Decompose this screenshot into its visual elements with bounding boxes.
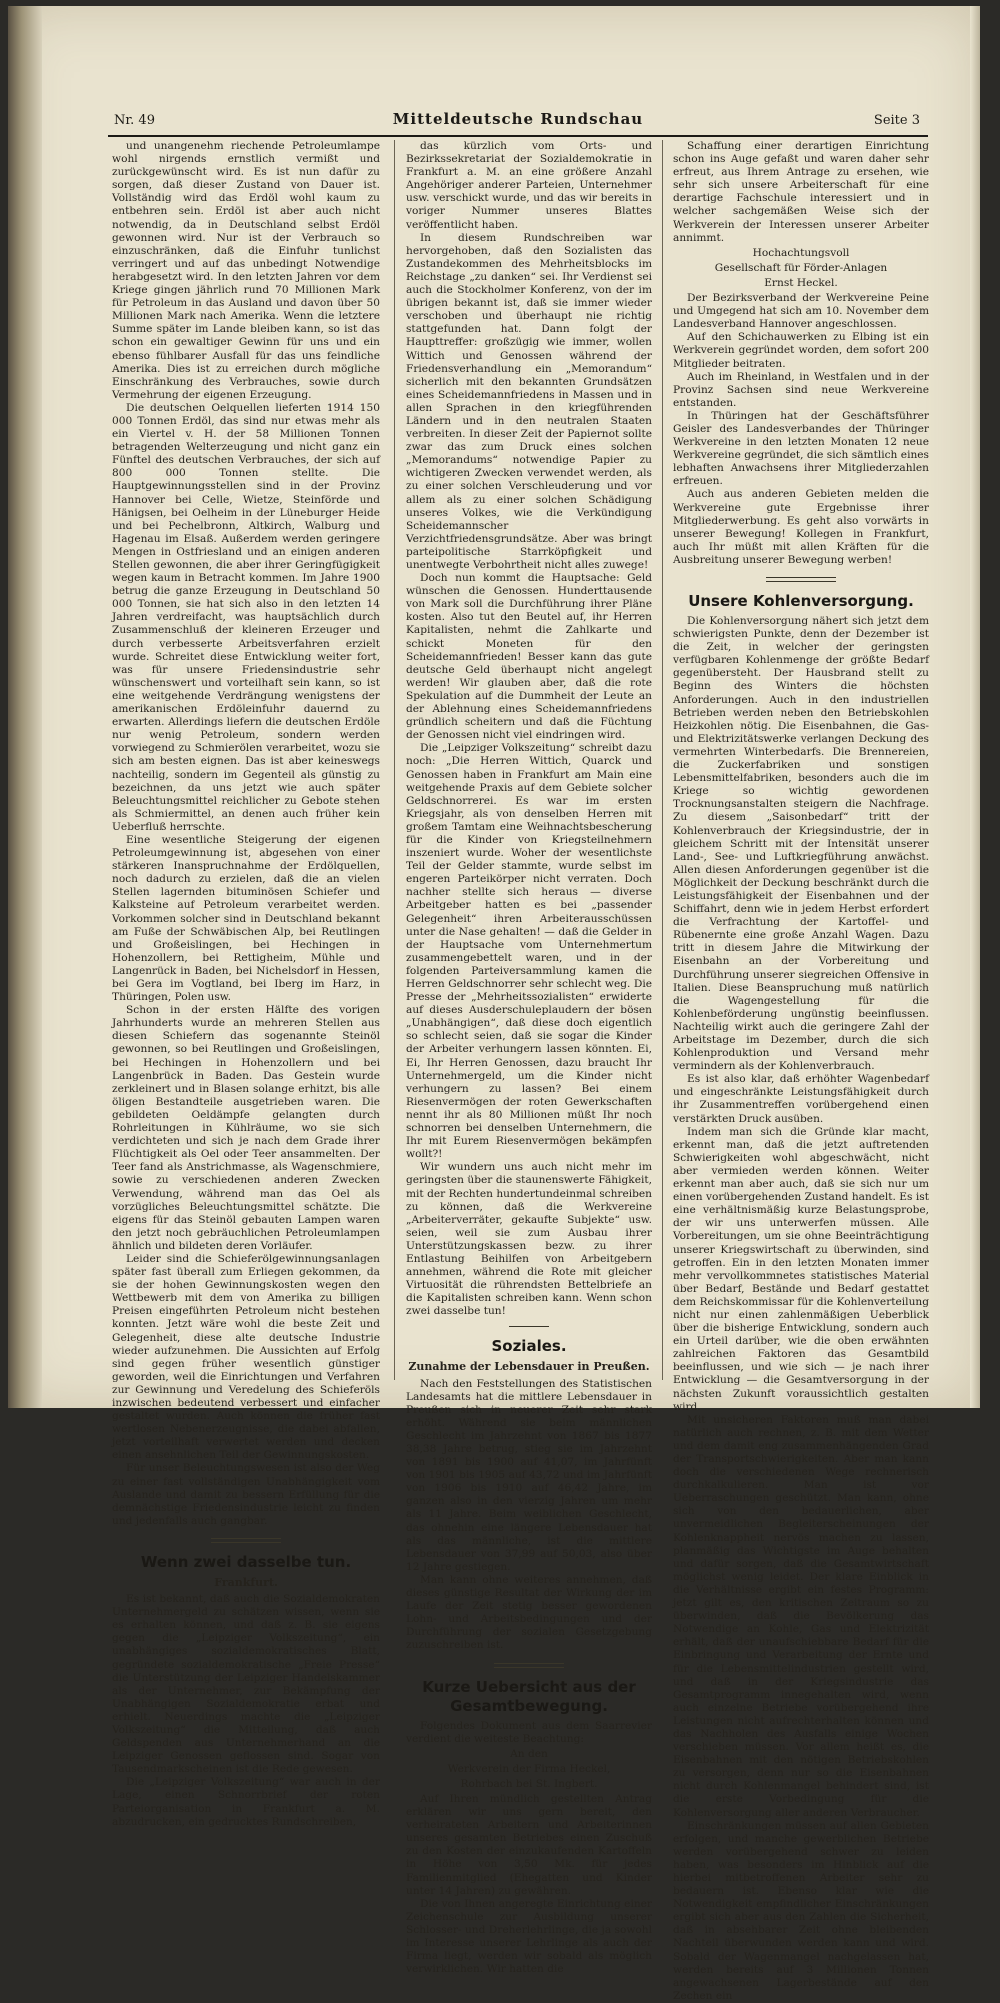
paragraph: In Thüringen hat der Geschäftsführer Geisler des Landesverbandes der Thüringer Werkvereine in den letzten Monaten 12 neue Werkvereine gegründet, die sich sämtlich eines lebhaften Anwachsens ihrer Mitgliederzahlen erfreuen. (673, 409, 929, 488)
article-subheading: Zunahme der Lebensdauer in Preußen. (408, 1360, 650, 1374)
column-2 (406, 140, 652, 1976)
paragraph: Schon in der ersten Hälfte des vorigen Jahrhunderts wurde an mehreren Stellen aus diesen Schiefern das sogenannte Steinöl gewonnen, so bei Reutlingen und Großeislingen, bei Hechingen in Hohenzollern und bei Langenbrück in Baden. Das Gestein wurde zerkleinert und in Blasen solange erhitzt, bis alle öligen Bestandteile ausgetrieben waren. Die gebildeten Oeldämpfe gelangten durch Rohrleitungen in Kühlräume, wo sie sich verdichteten und sich je nach dem Grade ihrer Flüchtigkeit als Oel oder Teer ansammelten. Der Teer fand als Anstrichmasse, als Wagenschmiere, sowie zu verschiedenen anderen Zwecken Verwendung, während man das Oel als vorzügliches Beleuchtungsmittel schätzte. Die eigens für das Steinöl gebauten Lampen waren den jetzt noch gebräuchlichen Petroleumlampen ähnlich und bildeten deren Vorläufer. (112, 1004, 380, 1252)
paragraph: Schaffung einer derartigen Einrichtung schon ins Auge gefaßt und waren daher sehr erfreut, aus Ihrem Antrage zu ersehen, wie sehr sich unsere Arbeiterschaft für eine derartige Fachschule interessiert und in welcher sachgemäßen Weise sich der Werkverein der Interessen unserer Arbeiter annimmt. (673, 140, 929, 244)
paragraph: Indem man sich die Gründe klar macht, erkennt man, daß die jetzt auftretenden Schwierigkeiten wohl abgeschwächt, nicht aber vermieden werden können. Weiter erkennt man aber auch, daß sie sich nur um einen vorübergehenden Zustand handelt. Es ist eine verhältnismäßig kurze Belastungsprobe, der wir uns unterwerfen müssen. Alle Vorbereitungen, um sie ohne Beeinträchtigung unserer Kriegswirtschaft zu überwinden, sind getroffen. Ein in den letzten Monaten immer mehr vervollkommnetes statistisches Material über Bedarf, Bestände und Bedarf gestattet dem Reichskommissar für die Kohlenverteilung nicht nur einen zahlenmäßigen Ueberblick über die bisherige Entwicklung, sondern auch ein Urteil darüber, wie die oben erwähnten zahlreichen Faktoren das Gesamtbild beeinflussen, und wie sich — je nach ihrer Entwicklung — die Gesamtversorgung in der nächsten Zukunft voraussichtlich gestalten wird. (673, 1125, 929, 1413)
paragraph: Nach den Feststellungen des Statistischen Landesamts hat die mittlere Lebensdauer in Preußen sich in neuerer Zeit sehr stark erhöht. Während sie beim männlichen Geschlecht im Jahrzehnt von 1867 bis 1877 38,38 Jahre betrug, stieg sie im Jahrzehnt von 1891 bis 1900 auf 41,07, im Jahrfünft von 1901 bis 1905 auf 43,72 und im Jahrfünft von 1906 bis 1910 auf 46,42 Jahre, im ganzen also in den vierzig Jahren um mehr als 11 Jahre. Beim weiblichen Geschlecht, das ohnehin eine längere Lebensdauer hat als das männliche, ist die mittlere Lebensdauer von 37,99 auf 50,03, also über 12 Jahre gestiegen. (406, 1377, 652, 1573)
paragraph: Die Kohlenversorgung nähert sich jetzt dem schwierigsten Punkte, denn der Dezember ist die Zeit, in welcher der geringsten verfügbaren Kohlenmenge der größte Bedarf gegenübersteht. Der Hausbrand stellt zu Beginn des Winters die höchsten Anforderungen. Auch in den industriellen Betrieben werden neben den Betriebskohlen Heizkohlen nötig. Die Eisenbahnen, die Gas- und Elektrizitätswerke verlangen Deckung des vermehrten Winterbedarfs. Die Brennereien, die Zuckerfabriken und sonstigen Lebensmittelfabriken, besonders auch die im Kriege so wichtig gewordenen Trocknungsanstalten steigern die Nachfrage. Zu diesem „Saisonbedarf“ tritt der Kohlenverbrauch der Kriegsindustrie, der in gleichem Schritt mit der Intensität unserer Land-, See- und Luftkriegführung anwächst. Allen diesen Anforderungen gegenüber ist die Möglichkeit der Deckung beschränkt durch die Leistungsfähigkeit der Eisenbahnen und der Schiffahrt, denn wie in jedem Herbst erfordert die Verfrachtung der Kartoffel- und Rübenernte eine große Anzahl Wagen. Dazu tritt in diesem Jahre die Mitwirkung der Eisenbahn an der Vorbereitung und Durchführung unserer siegreichen Offensive in Italien. Diese Beanspruchung muß natürlich die Wagengestellung für die Kohlenbeförderung ungünstig beeinflussen. Nachteilig wirkt auch die geringere Zahl der Arbeitstage im Dezember, durch die sich Kohlenproduktion und Versand mehr vermindern als der Kohlenverbrauch. (673, 615, 929, 1073)
letter-signature: Ernst Heckel. (764, 276, 838, 289)
column-3 (673, 140, 929, 2002)
section-divider (494, 1663, 564, 1668)
column-rule (662, 140, 663, 1380)
paragraph: Man kann ohne weiteres annehmen, daß dieses günstige Resultat der Wirkung der im Laufe der Zeit stetig besser gewordenen Lohn- und Arbeitsbedingungen und der Durchführung der sozialen Gesetzgebung zuzuschreiben ist. (406, 1573, 652, 1652)
paragraph: Auf Ihren mündlich gestellten Antrag erklären wir uns gern bereit, den verheirateten Arbeitern und Arbeiterinnen unseres gesamten Betriebes einen Zuschuß zu den Kosten der einzukaufenden Kartoffeln in Höhe von 3,50 Mk. für jedes Familienmitglied (Ehegatten und Kinder unter 14 Jahren) zu gewähren. (406, 1792, 652, 1897)
article-heading: Unsere Kohlenversorgung. (688, 592, 914, 610)
paragraph: In diesem Rundschreiben war hervorgehoben, daß den Sozialisten das Zustandekommen des Mehrheitsblocks im Reichstage „zu danken“ sei. Ihr Verdienst sei auch die Stockholmer Konferenz, von der im übrigen bekannt ist, daß sie immer wieder verschoben und überhaupt nie richtig stattgefunden hat. Dann folgt der Haupttreffer: großzügig wie immer, wollen Wittich und Genossen während der Friedensverhandlung ein „Memorandum“ sicherlich mit den bekannten Grundsätzen eines Scheidemannfriedens in Massen und in allen Sprachen in den kriegführenden Ländern und in den neutralen Staaten verbreiten. In dieser Zeit der Papiernot sollte zwar das zum Druck eines solchen „Memorandums“ notwendige Papier zu wichtigeren Zwecken verwendet werden, als zu einer solchen Verschleuderung und vor allem als zu einer solchen Schädigung unseres Volkes, wie die Verkündigung Scheidemannscher Verzichtfriedensgrundsätze. Aber was bringt parteipolitische Starrköpfigkeit und unentwegte Verbohrtheit nicht alles zuwege! (406, 231, 652, 571)
binding-spine (8, 6, 42, 1408)
paragraph: Die „Leipziger Volkszeitung“ schreibt dazu noch: „Die Herren Wittich, Quarck und Genossen haben in Frankfurt am Main eine weitgehende Praxis auf dem Gebiete solcher Geldschnorrerei. Es war im ersten Kriegsjahr, als von denselben Herren mit großem Tamtam eine Weihnachtsbescherung für die Kinder von Kriegsteilnehmern inszeniert wurde. Woher der wesentlichste Teil der Gelder stammte, wurde selbst im engeren Parteikörper nicht verraten. Doch nachher stellte sich heraus — diverse Arbeitgeber hatten es bei „passender Gelegenheit“ ihren Arbeiterausschüssen unter die Nase gehalten! — daß die Gelder in der Hauptsache vom Unternehmertum zusammengebettelt waren, und in der folgenden Parteiversammlung kamen die Herren Geldschnorrer sehr schlecht weg. Die Presse der „Mehrheitssozialisten“ erwiderte auf dieses Ausderschuleplaudern der bösen „Unabhängigen“, daß diese doch eigentlich so schlecht seien, daß sie sogar die Kinder der Arbeiter verhungern lassen könnten. Ei, Ei, Ihr Herren Genossen, dazu braucht Ihr Unternehmergeld, um die Kinder nicht verhungern zu lassen? Bei einem Riesenvermögen der roten Gewerkschaften nennt ihr als 80 Millionen müßt Ihr noch schnorren bei denselben Unternehmern, die Ihr mit Eurem Riesenvermögen bekämpfen wollt?! (406, 742, 652, 1161)
paragraph: Die von Ihnen angeregte Einrichtung einer Zeichenschule zur Ausbildung unserer Schlosser- und Dreherlehrlinge, die ja sowohl im Interesse unserer Lehrlinge als auch der Firma liegt, werden wir sobald als möglich verwirklichen. Wir hatten die (406, 1897, 652, 1976)
paragraph: Der Bezirksverband der Werkvereine Peine und Umgegend hat sich am 10. November dem Landesverband Hannover angeschlossen. (673, 292, 929, 331)
paragraph: Auch im Rheinland, in Westfalen und in der Provinz Sachsen sind neue Werkvereine entstanden. (673, 370, 929, 409)
paragraph: Wir wundern uns auch nicht mehr im geringsten über die staunenswerte Fähigkeit, mit der Rechten hundertundeinmal schreiben zu können, daß die Werkvereine „Arbeiterverräter, gekaufte Subjekte“ usw. seien, weil sie zum Ausbau ihrer Unterstützungskassen bezw. zu ihrer Entlastung Beihilfen von Arbeitgebern annehmen, während die Rote mit gleicher Virtuosität die rührendsten Bettelbriefe an die Kapitalisten schreiben kann. Wenn schon zwei dasselbe tun! (406, 1161, 652, 1318)
column-rule (394, 140, 395, 1380)
paragraph: Folgendes Dokument aus dem Saarrevier verdient die weiteste Beachtung: (406, 1719, 652, 1745)
article-heading: Wenn zwei dasselbe tun. (140, 1552, 352, 1571)
paragraph: Die deutschen Oelquellen lieferten 1914 150 000 Tonnen Erdöl, das sind nur etwas mehr als ein Viertel v. H. der 58 Millionen Tonnen betragenden Welterzeugung und nicht ganz ein Fünftel des deutschen Verbrauches, der sich auf 800 000 Tonnen stellte. Die Hauptgewinnungsstellen sind in der Provinz Hannover bei Celle, Wietze, Steinförde und Hänigsen, bei Oelheim in der Lüneburger Heide und bei Pechelbronn, Altkirch, Walburg und Hagenau im Elsaß. Außerdem werden geringere Mengen in Ostfriesland und an einigen anderen Stellen gewonnen, die aber ihrer Geringfügigkeit wegen kaum in Betracht kommen. Im Jahre 1900 betrug die ganze Erzeugung in Deutschland 50 000 Tonnen, sie hat sich also in den letzten 14 Jahren verdreifacht, was hauptsächlich durch Zusammenschluß der kleineren Erzeuger und durch verbesserte Arbeitsverfahren erzielt wurde. Schreitet diese Entwicklung weiter fort, was für unsere Friedensindustrie sehr wünschenswert und vorteilhaft sein kann, so ist eine weitgehende Verdrängung wenigstens der amerikanischen Erdöleinfuhr dauernd zu erwarten. Allerdings liefern die deutschen Erdöle nur wenig Petroleum, sondern werden vorwiegend zu Schmierölen verarbeitet, wozu sie sich am besten eignen. Das ist aber keineswegs nachteilig, sondern im Gegenteil als günstig zu bezeichnen, da uns jetzt wie auch später Beleuchtungsmittel reichlicher zu Gebote stehen als Schmiermittel, an denen auch früher kein Ueberfluß herrschte. (112, 401, 380, 833)
letter-address: An den (510, 1747, 548, 1760)
page-edge (970, 6, 980, 1408)
column-1 (112, 140, 380, 1828)
paragraph: und unangenehm riechende Petroleumlampe wohl nirgends ernstlich vermißt und zurückgewünscht wird. Es ist nun dafür zu sorgen, daß dieser Zustand von Dauer ist. Vollständig wird das Erdöl wohl kaum zu entbehren sein. Erdöl ist aber auch nicht notwendig, da in Deutschland selbst Erdöl gewonnen wird. Nur ist der Verbrauch so einzuschränken, daß die Einfuhr tunlichst verringert und auf das unbedingt Notwendige herabgesetzt wird. In den letzten Jahren vor dem Kriege gingen jährlich rund 70 Millionen Mark für Petroleum in das Ausland und davon über 50 Millionen Mark nach Amerika. Wenn die letztere Summe später im Lande bleiben kann, so ist das schon ein gewaltiger Gewinn für uns und ein ebenso fühlbarer Ausfall für das uns feindliche Amerika. Dies ist zu erreichen durch mögliche Einschränkung des Verbrauches, sowie durch Vermehrung der eigenen Erzeugung. (112, 140, 380, 401)
paragraph: Leider sind die Schieferölgewinnungsanlagen später fast überall zum Erliegen gekommen, da sie der hohen Gewinnungskosten wegen den Wettbewerb mit dem von Amerika zu billigen Preisen eingeführten Petroleum nicht bestehen konnten. Jetzt wäre wohl die beste Zeit und Gelegenheit, diese alte deutsche Industrie wieder aufzunehmen. Die Aussichten auf Erfolg sind gegen früher wesentlich günstiger geworden, weil die Einrichtungen und Verfahren zur Gewinnung und Veredelung des Schieferöls inzwischen bedeutend verbessert und einfacher gestaltet wurden. Auch können die früher fast wertlosen Nebenerzeugnisse, die dabei abfallen, jetzt vorteilhaft verwertet werden und decken einen ansehnlichen Teil der Gewinnungskosten. (112, 1252, 380, 1462)
paragraph: Es ist also klar, daß erhöhter Wagenbedarf und eingeschränkte Leistungsfähigkeit durch ihr Zusammentreffen vorübergehend einen verstärkten Druck ausüben. (673, 1073, 929, 1125)
section-divider (509, 1326, 549, 1327)
issue-number: Nr. 49 (114, 113, 155, 128)
paragraph: Doch nun kommt die Hauptsache: Geld wünschen die Genossen. Hunderttausende von Mark soll die Durchführung ihrer Pläne kosten. Also tut den Beutel auf, ihr Herren Kapitalisten, nehmt die Zahlkarte und schickt Moneten für den Scheidemannfrieden! Besser kann das gute deutsche Geld überhaupt nicht angelegt werden! Wir glauben aber, daß die rote Spekulation auf die Dummheit der Leute an der Ablehnung eines Scheidemannfriedens gründlich scheitern und daß die Füchtung der Genossen nicht viel eindringen wird. (406, 572, 652, 742)
paragraph: das kürzlich vom Orts- und Bezirkssekretariat der Sozialdemokratie in Frankfurt a. M. an eine größere Anzahl Angehöriger anderer Parteien, Unternehmer usw. verschickt wurde, und das wir bereits in voriger Nummer unseres Blattes veröffentlicht haben. (406, 140, 652, 231)
newspaper-title: Mitteldeutsche Rundschau (392, 110, 644, 128)
masthead (108, 111, 928, 137)
letter-address: Werkverein der Firma Heckel, (447, 1762, 611, 1775)
page-number: Seite 3 (873, 113, 920, 128)
letter-address: Rohrbach bei St. Ingbert. (460, 1777, 598, 1790)
paragraph: Es ist bekannt, daß auch die Sozialdemokraten Unternehmergeld zu schätzen wissen, wenn sie es erhalten können, und daß z. B. sie eigens gegen die „Leipziger Volkszeitung“, ein unabhängiges sozialdemokratisches Blatt, gegründete sozialdemokratische „Freie Presse“ die Unterstützung der Leipziger Handelskammer als der Unternehmer, zur Bekämpfung der Unabhängigen Sozialdemokratie erbat und erhielt. Neuerdings machte die „Leipziger Volkszeitung“ die Mitteilung, daß auch Geldspenden aus Unternehmerhand an die Leipziger Genossen geflossen sind. Sogar von Tausendmarkscheinen ist die Rede gewesen. (112, 1593, 380, 1776)
section-heading: Soziales. (491, 1337, 567, 1356)
letter-signature: Gesellschaft für Förder-Anlagen (714, 261, 888, 274)
section-divider (766, 577, 836, 582)
letter-signature: Hochachtungsvoll (752, 246, 850, 259)
article-heading: Kurze Uebersicht aus der Gesamtbewegung. (422, 1677, 636, 1715)
section-divider (211, 1538, 281, 1543)
article-dateline: Frankfurt. (214, 1575, 278, 1589)
paragraph: Für unser Beleuchtungswesen ist also der Weg zu einer fast vollständigen Unabhängigkeit vom Auslande und damit zu bessern Erfüllung für die demnächstige Friedensindustrie leicht zu finden und jedenfalls auch gangbar. (112, 1462, 380, 1527)
paragraph: Eine wesentliche Steigerung der eigenen Petroleumgewinnung ist, abgesehen von einer stärkeren Inanspruchnahme der Erdölquellen, noch dadurch zu erzielen, daß die an vielen Stellen lagernden bituminösen Schiefer und Kalksteine auf Petroleum verarbeitet werden. Vorkommen solcher sind in Deutschland bekannt am Fuße der Schwäbischen Alp, bei Reutlingen und Großeislingen, bei Hechingen in Hohenzollern, bei Rettigheim, Mühle und Langenrück in Baden, bei Nichelsdorf in Hessen, bei Gera im Vogtland, bei Iberg im Harz, in Thüringen, Polen usw. (112, 833, 380, 1004)
newspaper-page (8, 6, 980, 2002)
paragraph: Einschränkungen müssen auf allen Gebieten erfolgen, und manche gewerblichen Betriebe werden vorübergehend schwer zu leiden haben, was besonders im Hinblick auf die hierbei mitbetroffenen Arbeiter sehr zu bedauern ist. Ebenso klar wie die Notwendigkeit empfindlicher Einschränkungen ergibt sich aber aus den Zahlen die Sicherheit, daß in absehbarer Zeit ohne bleibenden Nachteil überwunden werden kann und wird. Sobald der Wagenmangel nachgelassen hat, werden bereits auf 3 Millionen Tonnen angewachsenen Lagerbestände auf den Zechen ein (673, 1819, 929, 2002)
paragraph: Mit unsicheren Faktoren muß man dabei natürlich auch rechnen, z. B. mit dem Wetter und dem damit eng zusammenhängenden Grad der Transportschwierigkeiten. Aber man kann doch die verschiedenen Wege rechnerisch durchkalkulieren. Man ist vor Ueberraschungen geschützt. Man kann, ohne sich von den bedauerlichen, aber unvermeidlichen Begleiterscheinungen der Kohlenknappheit nervös machen zu lassen, planmäßig das Wichtigste im Auge behalten und dafür sorgen, daß die Gesamtwirtschaft möglichst wenig leidet. Der klare Einblick in die Verhältnisse ergibt ein festes Programm: jetzt gilt es, den kritischen Zeitraum so zu überwinden, daß die Bevölkerung das Notwendige an Kohle, Gas und Elektrizität erhält, daß der unaufschiebbare Bedarf für die Einbringung und Verarbeitung der Ernte und für die Lebensmittelindustrien gestellt wird, und daß in der Kriegsindustrie das Gesamtprogramm innegehalten wird, wenn auch einzelne Betriebe vorübergehend ihre Leistungen nicht aufrechterhalten können und das Nachholen des Ausfalls einige Wochen verschieben müssen. Vor allem heißt es, die Eisenbahnen mit den nötigen Betriebskohlen zu versorgen, denn nur so die Eisenbahnen nicht durch Kohlenmangel behindert sind, ist die erste Vorbedingung für die Kohlenversorgung aller anderen Verbraucher. (673, 1413, 929, 1819)
paragraph: Die „Leipziger Volkszeitung“ war auch in der Lage, einen Schnorrbrief der roten Parteiorganisation in Frankfurt a. M. abzudrucken, ein gedrucktes Rundschreiben, (112, 1776, 380, 1828)
paragraph: Auch aus anderen Gebieten melden die Werkvereine gute Ergebnisse ihrer Mitgliederwerbung. Es geht also vorwärts in unserer Bewegung! Kollegen in Frankfurt, auch Ihr müßt mit allen Kräften für die Ausbreitung unserer Bewegung werben! (673, 488, 929, 566)
paragraph: Auf den Schichauwerken zu Elbing ist ein Werkverein gegründet worden, dem sofort 200 Mitglieder beitraten. (673, 331, 929, 370)
